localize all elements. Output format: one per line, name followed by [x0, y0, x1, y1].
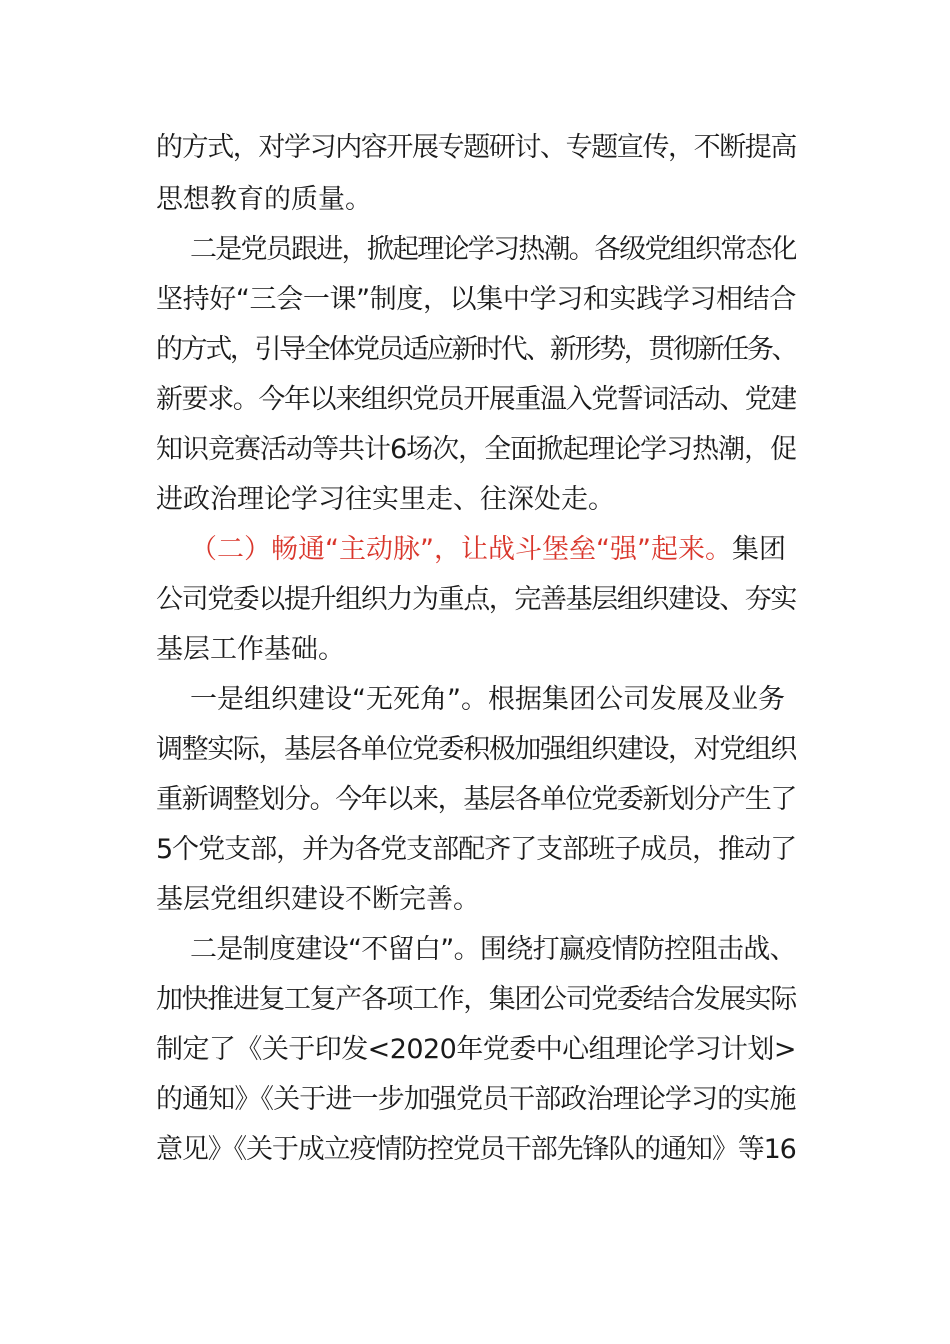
paragraph-line: 的通知》《关于进一步加强党员干部政治理论学习的实施 — [156, 1084, 796, 1115]
paragraph-line: 坚持好“三会一课”制度，以集中学习和实践学习相结合 — [156, 284, 796, 315]
paragraph-line: 思想教育的质量。 — [156, 184, 372, 215]
paragraph-line: 二是党员跟进，掀起理论学习热潮。各级党组织常态化 — [190, 234, 796, 265]
paragraph-line: 的方式，引导全体党员适应新时代、新形势，贯彻新任务、 — [156, 334, 796, 365]
paragraph-line: 重新调整划分。今年以来，基层各单位党委新划分产生了 — [156, 784, 796, 815]
paragraph-line: 基层工作基础。 — [156, 634, 345, 665]
paragraph-line: 5个党支部，并为各党支部配齐了支部班子成员，推动了 — [156, 834, 796, 865]
paragraph-line: 公司党委以提升组织力为重点，完善基层组织建设、夯实 — [156, 584, 796, 615]
paragraph-line: 二是制度建设“不留白”。围绕打赢疫情防控阻击战、 — [190, 934, 796, 965]
paragraph-line: 基层党组织建设不断完善。 — [156, 884, 480, 915]
paragraph-line: 知识竞赛活动等共计6场次，全面掀起理论学习热潮，促 — [156, 434, 796, 465]
section-heading-continuation: 集团 — [731, 534, 786, 565]
paragraph-line: 制定了《关于印发<2020年党委中心组理论学习计划> — [156, 1034, 796, 1065]
paragraph-line: 一是组织建设“无死角”。根据集团公司发展及业务 — [190, 684, 785, 715]
paragraph-line: 意见》《关于成立疫情防控党员干部先锋队的通知》等16 — [156, 1134, 796, 1165]
paragraph-line: 的方式，对学习内容开展专题研讨、专题宣传，不断提高 — [156, 132, 796, 163]
section-heading-line — [190, 526, 796, 574]
paragraph-line: 进政治理论学习往实里走、往深处走。 — [156, 484, 615, 515]
paragraph-line: 调整实际，基层各单位党委积极加强组织建设，对党组织 — [156, 734, 796, 765]
paragraph-line: 加快推进复工复产各项工作，集团公司党委结合发展实际 — [156, 984, 796, 1015]
section-heading: （二）畅通“主动脉”，让战斗堡垒“强”起来。 — [190, 534, 732, 565]
paragraph-line: 新要求。今年以来组织党员开展重温入党誓词活动、党建 — [156, 384, 796, 415]
